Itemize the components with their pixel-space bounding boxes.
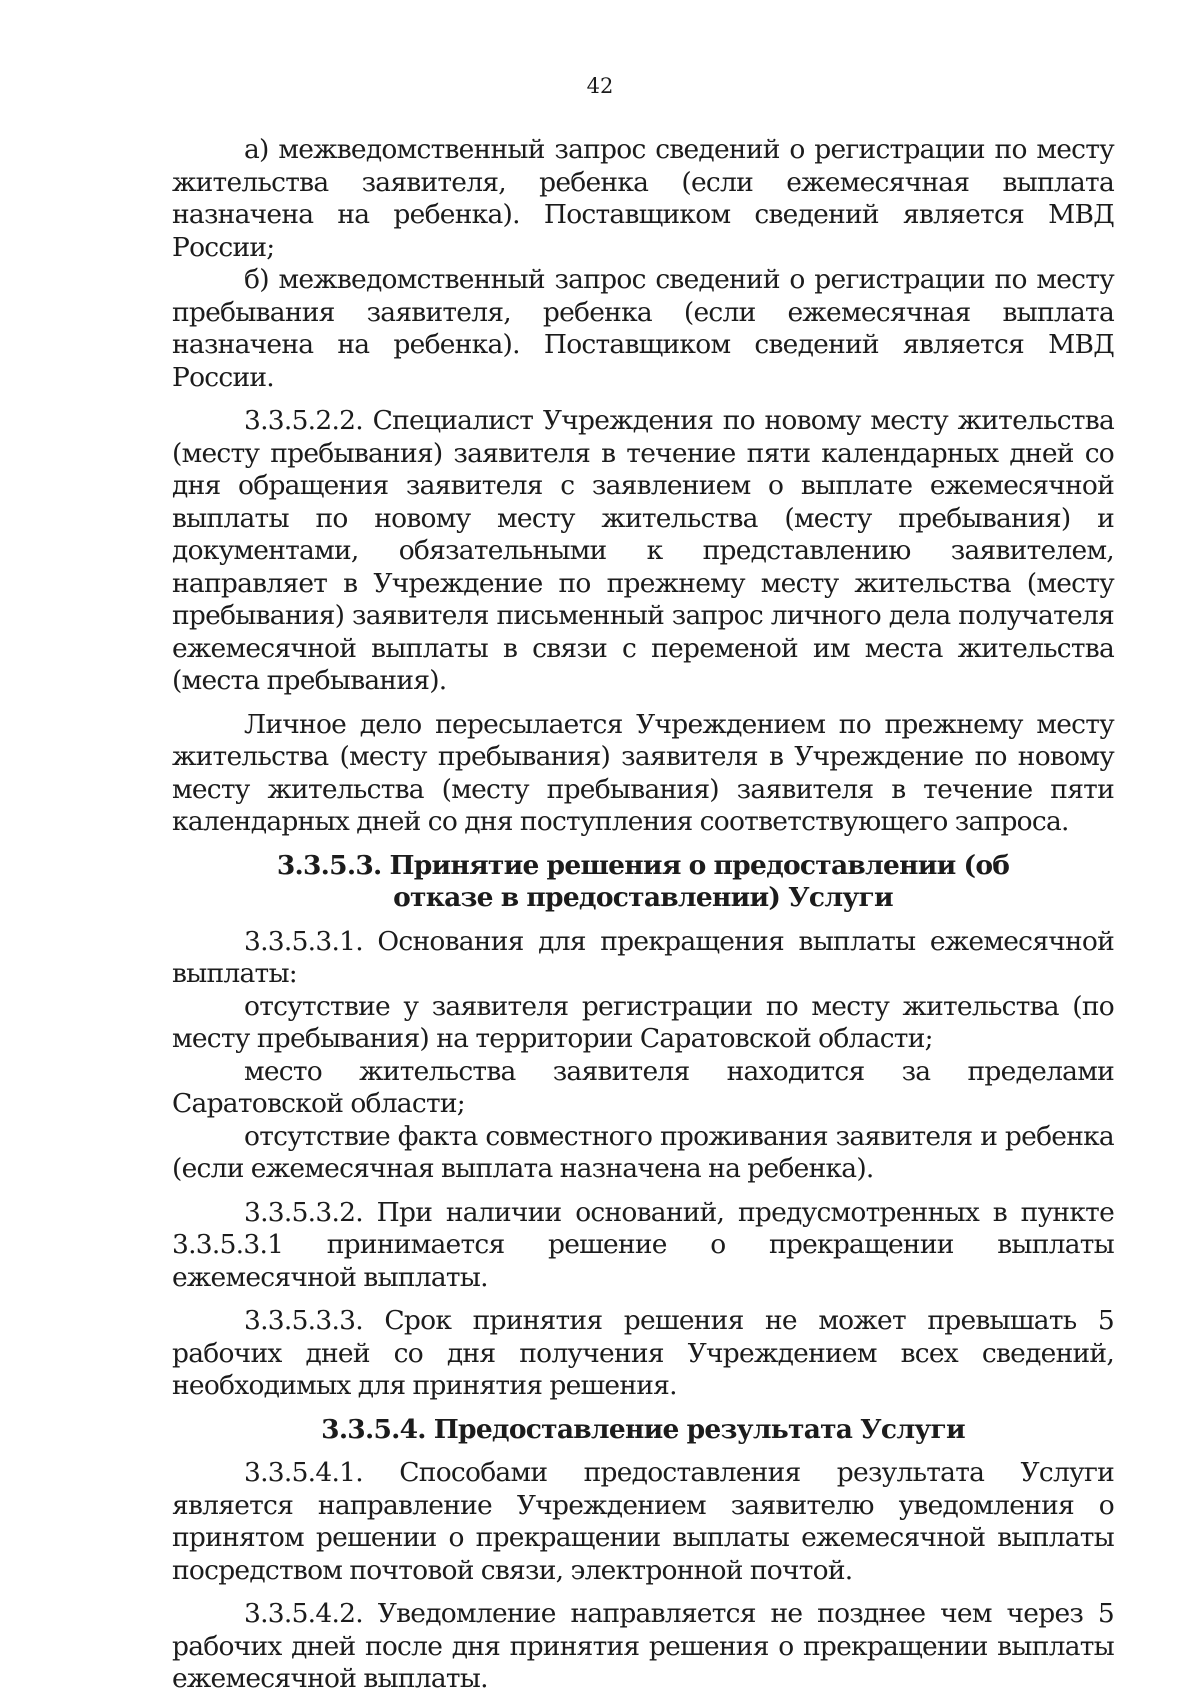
list-item-outside-region: место жительства заявителя находится за пределами Саратовской области; bbox=[172, 1055, 1114, 1119]
page-number: 42 bbox=[586, 74, 614, 98]
paragraph-personal-file: Личное дело пересылается Учреждением по прежнему месту жительства (месту пребывания) заявителя в Учреждение по новому месту жительства (месту пребывания) заявителя в течение пяти календарных дней со дня поступления соответствующего запроса. bbox=[172, 708, 1114, 837]
paragraph-3-3-5-2-2: 3.3.5.2.2. Специалист Учреждения по новому месту жительства (месту пребывания) заявителя в течение пяти календарных дней со дня обращения заявителя с заявлением о выплате ежемесячной выплаты по новому месту жительства (месту пребывания) и документами, обязательными к представлению заявителем, направляет в Учреждение по прежнему месту жительства (месту пребывания) заявителя письменный запрос личного дела получателя ежемесячной выплаты в связи с переменой им места жительства (места пребывания). bbox=[172, 405, 1114, 696]
paragraph-3-3-5-3-2: 3.3.5.3.2. При наличии оснований, предусмотренных в пункте 3.3.5.3.1 принимается решение о прекращении выплаты ежемесячной выплаты. bbox=[172, 1196, 1114, 1293]
paragraph-3-3-5-3-3: 3.3.5.3.3. Срок принятия решения не может превышать 5 рабочих дней со дня получения Учреждением всех сведений, необходимых для принятия решения. bbox=[172, 1305, 1114, 1401]
paragraph-3-3-5-4-2: 3.3.5.4.2. Уведомление направляется не позднее чем через 5 рабочих дней после дня принятия решения о прекращении выплаты ежемесячной выплаты. bbox=[172, 1598, 1114, 1694]
list-item-no-cohabitation: отсутствие факта совместного проживания заявителя и ребенка (если ежемесячная выплата назначена на ребенка). bbox=[172, 1120, 1114, 1184]
section-heading-3-3-5-4: 3.3.5.4. Предоставление результата Услуги bbox=[321, 1413, 965, 1445]
paragraph-3-3-5-3-1: 3.3.5.3.1. Основания для прекращения выплаты ежемесячной выплаты: bbox=[172, 925, 1114, 989]
paragraph-item-b: б) межведомственный запрос сведений о регистрации по месту пребывания заявителя, ребенка (если ежемесячная выплата назначена на ребенка). Поставщиком сведений является МВД России. bbox=[172, 264, 1114, 393]
paragraph-3-3-5-4-1: 3.3.5.4.1. Способами предоставления результата Услуги является направление Учреждением заявителю уведомления о принятом решении о прекращении выплаты ежемесячной выплаты посредством почтовой связи, электронной почтой. bbox=[172, 1457, 1114, 1586]
document-body bbox=[172, 134, 1114, 1696]
paragraph-item-a: а) межведомственный запрос сведений о регистрации по месту жительства заявителя, ребенка (если ежемесячная выплата назначена на ребенка). Поставщиком сведений является МВД России; bbox=[172, 134, 1114, 263]
list-item-no-registration: отсутствие у заявителя регистрации по месту жительства (по месту пребывания) на территории Саратовской области; bbox=[172, 990, 1114, 1054]
section-heading-3-3-5-3: 3.3.5.3. Принятие решения о предоставлении (об отказе в предоставлении) Услуги bbox=[276, 849, 1010, 913]
